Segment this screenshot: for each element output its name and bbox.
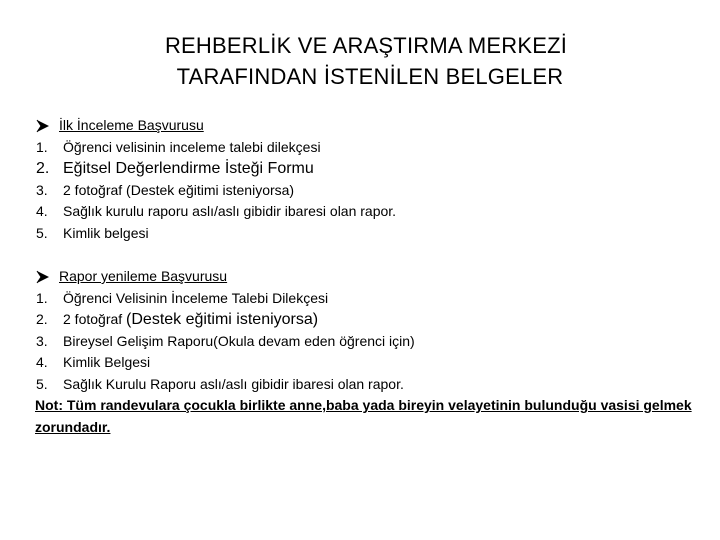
list-text-part: 2 fotoğraf [63, 311, 127, 327]
list-number: 2. [36, 311, 48, 327]
list-number: 4. [36, 354, 48, 370]
list-item [36, 288, 716, 310]
page-title [0, 30, 720, 92]
list-text: Öğrenci velisinin inceleme talebi dilekçesi [63, 138, 321, 155]
section-heading-text: İlk İnceleme Başvurusu [59, 117, 204, 133]
section-heading [36, 115, 716, 137]
section-heading-text: Rapor yenileme Başvurusu [59, 268, 228, 284]
list-number: 2. [36, 160, 50, 177]
arrow-bullet-icon [36, 115, 52, 137]
list-number: 1. [36, 138, 48, 155]
list-text: 2 fotoğraf (Destek eğitimi isteniyorsa) [63, 181, 295, 198]
list-number: 4. [36, 203, 48, 219]
list-item [36, 180, 716, 202]
list-text: Sağlık kurulu raporu aslı/aslı gibidir ibaresi olan rapor. [63, 203, 397, 219]
title-line-1: REHBERLİK VE ARAŞTIRMA MERKEZİ [164, 33, 568, 58]
list-text-part: (Destek eğitimi isteniyorsa) [126, 311, 319, 328]
list-text: Öğrenci Velisinin İnceleme Talebi Dilekçesi [63, 289, 329, 306]
title-line-2: TARAFINDAN İSTENİLEN BELGELER [176, 64, 564, 89]
list-item [36, 137, 716, 159]
list-text: Sağlık Kurulu Raporu aslı/aslı gibidir ibaresi olan rapor. [63, 375, 404, 392]
list-number: 3. [36, 332, 48, 349]
section-heading [36, 266, 716, 288]
list-item [36, 201, 716, 223]
list-item [36, 331, 716, 353]
list-item [36, 352, 716, 374]
list-text: Kimlik belgesi [63, 224, 149, 241]
list-number: 1. [36, 289, 48, 306]
section-first-application [36, 115, 716, 244]
list-number: 5. [36, 224, 48, 241]
list-item [36, 223, 716, 245]
list-item [36, 309, 716, 331]
list-text: Eğitsel Değerlendirme İsteği Formu [63, 160, 314, 177]
note-text: Not: Tüm randevulara çocukla birlikte anne,baba yada bireyin velayetinin bulunduğu vasisi gelmek zorundadır. [35, 397, 692, 435]
list-number: 5. [36, 375, 48, 392]
section-report-renewal [36, 266, 716, 395]
list-item [36, 374, 716, 396]
list-text [63, 309, 318, 331]
list-text: Kimlik Belgesi [63, 354, 151, 370]
arrow-bullet-icon [36, 266, 52, 288]
list-number: 3. [36, 181, 48, 198]
list-item [36, 158, 716, 180]
list-text: Bireysel Gelişim Raporu(Okula devam eden öğrenci için) [63, 332, 415, 349]
